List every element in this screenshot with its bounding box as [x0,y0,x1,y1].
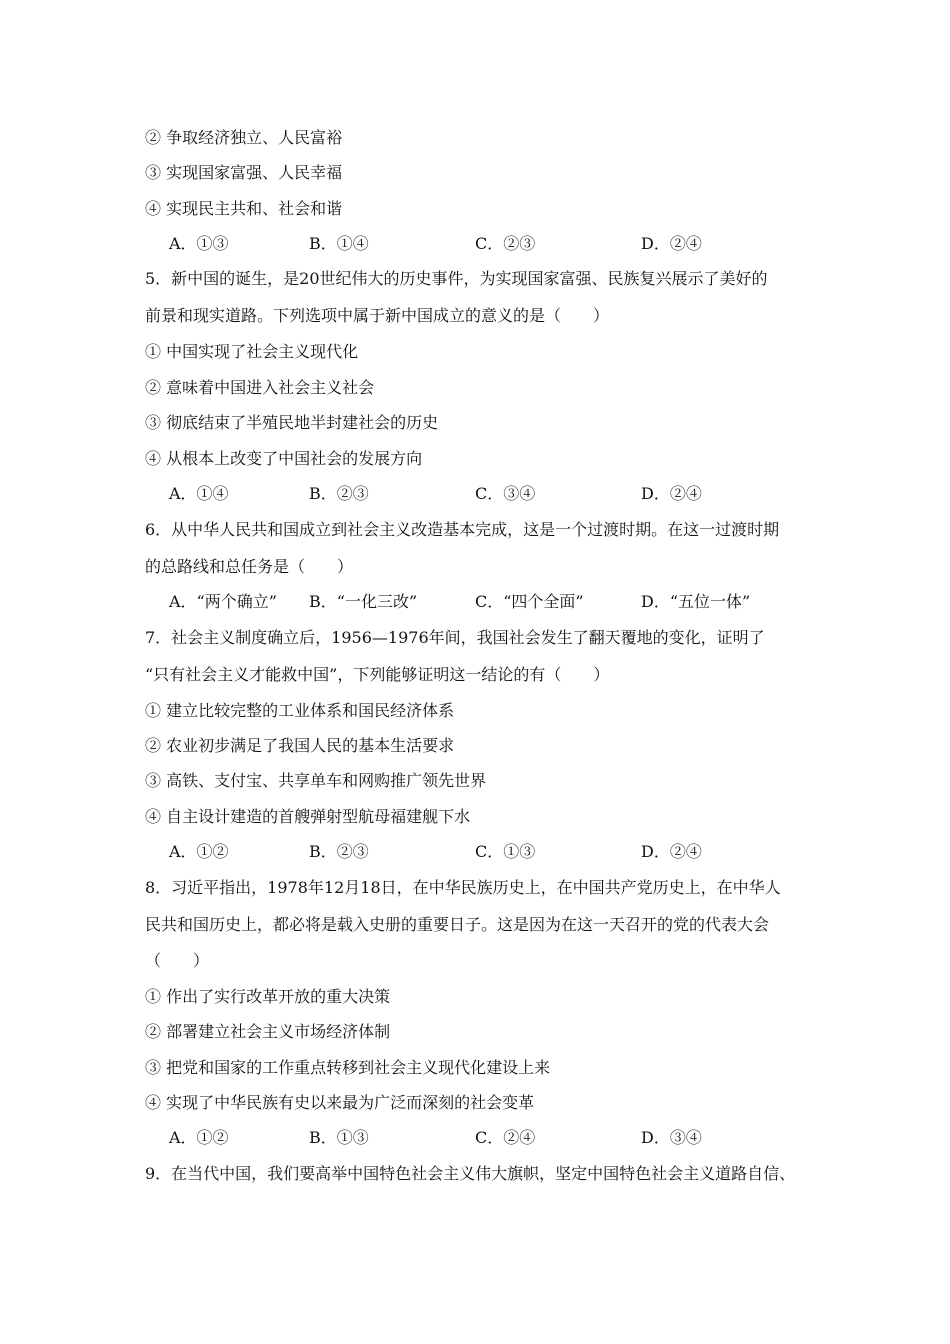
q6-stem-line-1: 6．从中华人民共和国成立到社会主义改造基本完成，这是一个过渡时期。在这一过渡时期 [145,520,780,539]
q8-option-d: D．③④ [641,1128,702,1147]
q7-option-b: B．②③ [309,842,369,861]
q5-item-4: ④ 从根本上改变了中国社会的发展方向 [145,449,423,468]
q7-option-d: D．②④ [641,842,702,861]
q5-option-a: A．①④ [169,484,229,503]
q4-option-c: C．②③ [475,234,536,253]
q8-options [169,1128,869,1148]
q6-option-c: C．“四个全面” [475,592,584,611]
q7-option-a: A．①② [169,842,229,861]
q5-option-b: B．②③ [309,484,369,503]
q7-item-3: ③ 高铁、支付宝、共享单车和网购推广领先世界 [145,771,487,790]
q6-option-b: B．“一化三改” [309,592,418,611]
q8-option-b: B．①③ [309,1128,369,1147]
q4-item-2: ② 争取经济独立、人民富裕 [145,128,343,147]
q6-option-d: D．“五位一体” [641,592,751,611]
q5-options [169,484,869,504]
q4-option-b: B．①④ [309,234,369,253]
q4-option-d: D．②④ [641,234,702,253]
q9-stem-line-1: 9．在当代中国，我们要高举中国特色社会主义伟大旗帜，坚定中国特色社会主义道路自信、 [145,1164,796,1183]
q5-item-2: ② 意味着中国进入社会主义社会 [145,378,375,397]
q8-stem-line-2: 民共和国历史上，都必将是载入史册的重要日子。这是因为在这一天召开的党的代表大会 [145,915,770,934]
q6-options [169,592,869,612]
q8-stem-line-1: 8．习近平指出，1978年12月18日，在中华民族历史上，在中国共产党历史上，在中华人 [145,878,781,897]
q7-item-2: ② 农业初步满足了我国人民的基本生活要求 [145,736,455,755]
q6-option-a: A．“两个确立” [169,592,277,611]
q4-item-4: ④ 实现民主共和、社会和谐 [145,199,343,218]
q5-option-c: C．③④ [475,484,536,503]
q5-item-1: ① 中国实现了社会主义现代化 [145,342,359,361]
q8-item-4: ④ 实现了中华民族有史以来最为广泛而深刻的社会变革 [145,1093,535,1112]
q8-item-3: ③ 把党和国家的工作重点转移到社会主义现代化建设上来 [145,1058,551,1077]
q7-stem-line-1: 7．社会主义制度确立后，1956—1976年间，我国社会发生了翻天覆地的变化，证明了 [145,628,765,647]
q4-item-3: ③ 实现国家富强、人民幸福 [145,163,343,182]
q5-item-3: ③ 彻底结束了半殖民地半封建社会的历史 [145,413,439,432]
q8-item-2: ② 部署建立社会主义市场经济体制 [145,1022,391,1041]
q4-option-a: A．①③ [169,234,229,253]
q8-item-1: ① 作出了实行改革开放的重大决策 [145,987,391,1006]
q5-option-d: D．②④ [641,484,702,503]
q6-stem-line-2: 的总路线和总任务是（ ） [145,557,354,576]
q5-stem-line-2: 前景和现实道路。下列选项中属于新中国成立的意义的是（ ） [145,306,610,325]
q7-item-4: ④ 自主设计建造的首艘弹射型航母福建舰下水 [145,807,471,826]
q7-item-1: ① 建立比较完整的工业体系和国民经济体系 [145,701,455,720]
q7-stem-line-2: “只有社会主义才能救中国”，下列能够证明这一结论的有（ ） [145,665,610,684]
q4-options [169,234,869,254]
q7-options [169,842,869,862]
q8-option-c: C．②④ [475,1128,536,1147]
q5-stem-line-1: 5．新中国的诞生，是20世纪伟大的历史事件，为实现国家富强、民族复兴展示了美好的 [145,269,768,288]
q8-option-a: A．①② [169,1128,229,1147]
q8-stem-line-3: （ ） [145,951,210,970]
q7-option-c: C．①③ [475,842,536,861]
